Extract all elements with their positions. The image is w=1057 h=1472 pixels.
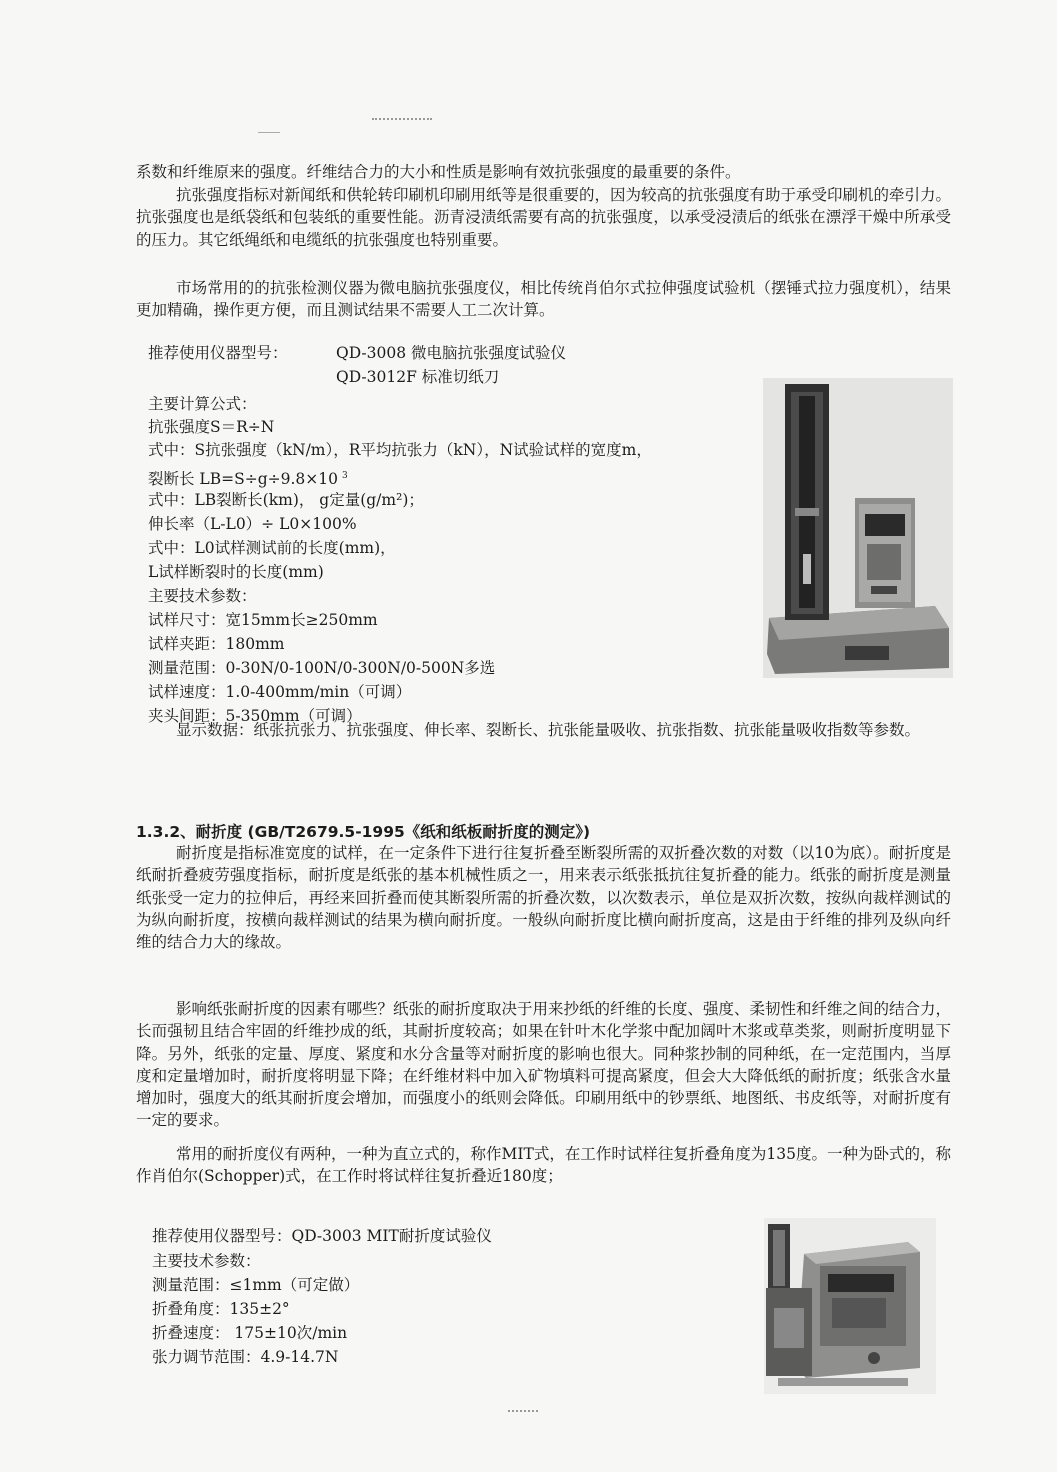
param-jaw-spacing: 夹头间距：5-350mm（可调） [148, 707, 362, 725]
section-heading-folding-endurance: 1.3.2、耐折度 (GB/T2679.5-1995《纸和纸板耐折度的测定》) [136, 823, 591, 841]
folding-param-tension: 张力调节范围：4.9-14.7N [152, 1348, 339, 1366]
formula-breaking-length [148, 465, 348, 490]
paragraph-display-data: 显示数据：纸张抗张力、抗张强度、伸长率、裂断长、抗张能量吸收、抗张指数、抗张能量吸收指数等参数。 [176, 721, 921, 739]
scan-mark [258, 132, 280, 135]
formula-title: 主要计算公式： [148, 395, 257, 413]
formula-breaking-note: 式中：LB裂断长(km)， g定量(g/m²)； [148, 491, 424, 509]
formula-tensile-strength: 抗张强度S＝R÷N [148, 418, 275, 436]
paragraph-tensile-instrument: 市场常用的的抗张检测仪器为微电脑抗张强度仪，相比传统肖伯尔式拉伸强度试验机（摆锤式拉力强度机），结果更加精确，操作更方便，而且测试结果不需要人工二次计算。 [136, 279, 951, 320]
tensile-tester-photo [763, 378, 953, 678]
param-sample-size: 试样尺寸：宽15mm长≥250mm [148, 611, 378, 629]
paragraph-folding-definition: 耐折度是指标准宽度的试样，在一定条件下进行往复折叠至断裂所需的双折叠次数的对数（以10为底）。耐折度是纸耐折叠疲劳强度指标，耐折度是纸张的基本机械性质之一，用来表示纸张抵抗往复折叠的能力。纸张的耐折度是测量纸张受一定力的拉伸后，再经来回折叠而使其断裂所需的折叠次数，以次数表示，单位是双折次数，按纵向裁样测试的为纵向耐折度，按横向裁样测试的结果为横向耐折度。一般纵向耐折度比横向耐折度高，这是由于纤维的排列及纵向纤维的结合力大的缘故。 [136, 844, 951, 952]
formula-tensile-note: 式中：S抗张强度（kN/m），R平均抗张力（kN），N试验试样的宽度m， [148, 441, 652, 459]
param-clamp-distance: 试样夹距：180mm [148, 635, 285, 653]
formula-exponent: 3 [341, 471, 348, 481]
paragraph-folding-factors: 影响纸张耐折度的因素有哪些？纸张的耐折度取决于用来抄纸的纤维的长度、强度、柔韧性和纤维之间的结合力，长而强韧且结合牢固的纤维抄成的纸，其耐折度较高；如果在针叶木化学浆中配加阔叶木浆或草类浆，则耐折度明显下降。另外，纸张的定量、厚度、紧度和水分含量等对耐折度的影响也很大。同种浆抄制的同种纸，在一定范围内，当厚度和定量增加时，耐折度将明显下降；在纤维材料中加入矿物填料可提高紧度，但会大大降低纸的耐折度；纸张含水量增加时，强度大的纸其耐折度会增加，而强度小的纸则会降低。印刷用纸中的钞票纸、地图纸、书皮纸等，对耐折度有一定的要求。 [136, 1000, 952, 1130]
recommend-label: 推荐使用仪器型号： [148, 344, 288, 362]
paragraph-folding-testers: 常用的耐折度仪有两种，一种为直立式的，称作MIT式，在工作时试样往复折叠角度为135度。一种为卧式的，称作肖伯尔(Schopper)式，在工作时将试样往复折叠近180度； [136, 1145, 951, 1186]
folding-param-speed: 折叠速度： 175±10次/min [152, 1324, 348, 1342]
scan-mark [372, 118, 432, 122]
formula-elongation: 伸长率（L-L0）÷ L0×100% [148, 515, 357, 533]
formula-elongation-note-2: L试样断裂时的长度(mm) [148, 563, 324, 581]
formula-breaking-length-text: 裂断长 LB=S÷g÷9.8×10 [148, 470, 338, 489]
param-speed: 试样速度：1.0-400mm/min（可调） [148, 683, 412, 701]
folding-params-title: 主要技术参数： [152, 1252, 261, 1270]
model-tensile-tester: QD-3008 微电脑抗张强度试验仪 [336, 344, 567, 362]
model-paper-cutter: QD-3012F 标准切纸刀 [336, 368, 500, 386]
folding-recommend: 推荐使用仪器型号：QD-3003 MIT耐折度试验仪 [152, 1227, 492, 1245]
paragraph-tensile-importance: 抗张强度指标对新闻纸和供轮转印刷机印刷用纸等是很重要的，因为较高的抗张强度有助于承受印刷机的牵引力。抗张强度也是纸袋纸和包装纸的重要性能。沥青浸渍纸需要有高的抗张强度，以承受浸渍后的纸张在漂浮干燥中所承受的压力。其它纸绳纸和电缆纸的抗张强度也特别重要。 [136, 186, 952, 249]
params-title: 主要技术参数： [148, 587, 257, 605]
param-measure-range: 测量范围：0-30N/0-100N/0-300N/0-500N多选 [148, 659, 496, 677]
folding-param-range: 测量范围：≤1mm（可定做） [152, 1276, 360, 1294]
folding-tester-photo [764, 1218, 936, 1394]
folding-param-angle: 折叠角度：135±2° [152, 1300, 290, 1318]
scan-mark [508, 1410, 538, 1414]
formula-elongation-note: 式中：L0试样测试前的长度(mm)， [148, 539, 396, 557]
paragraph-fiber-strength: 系数和纤维原来的强度。纤维结合力的大小和性质是影响有效抗张强度的最重要的条件。 [136, 163, 741, 181]
